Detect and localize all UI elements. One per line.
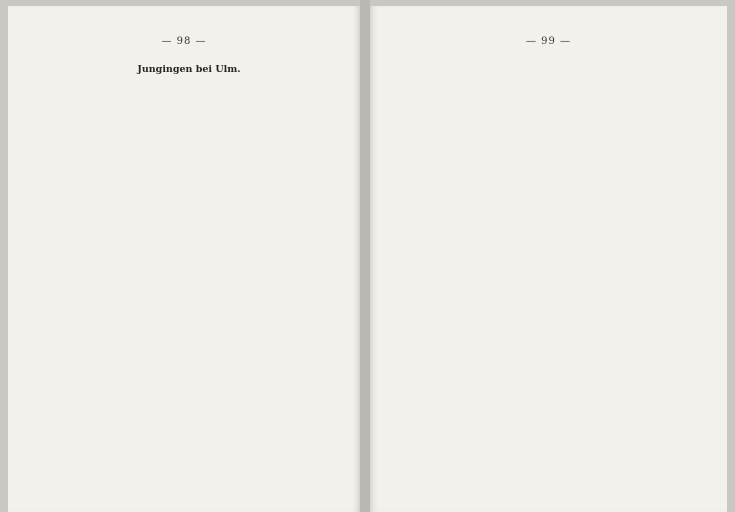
page-content: [48, 56, 330, 506]
page-content: [404, 56, 696, 506]
book-gutter: [360, 0, 370, 512]
section-heading: Jungingen bei Ulm.: [137, 64, 241, 75]
page-number: — 99 —: [525, 36, 572, 47]
page-number: — 98 —: [161, 36, 207, 47]
right-page: [370, 6, 727, 512]
left-page: [8, 6, 360, 512]
